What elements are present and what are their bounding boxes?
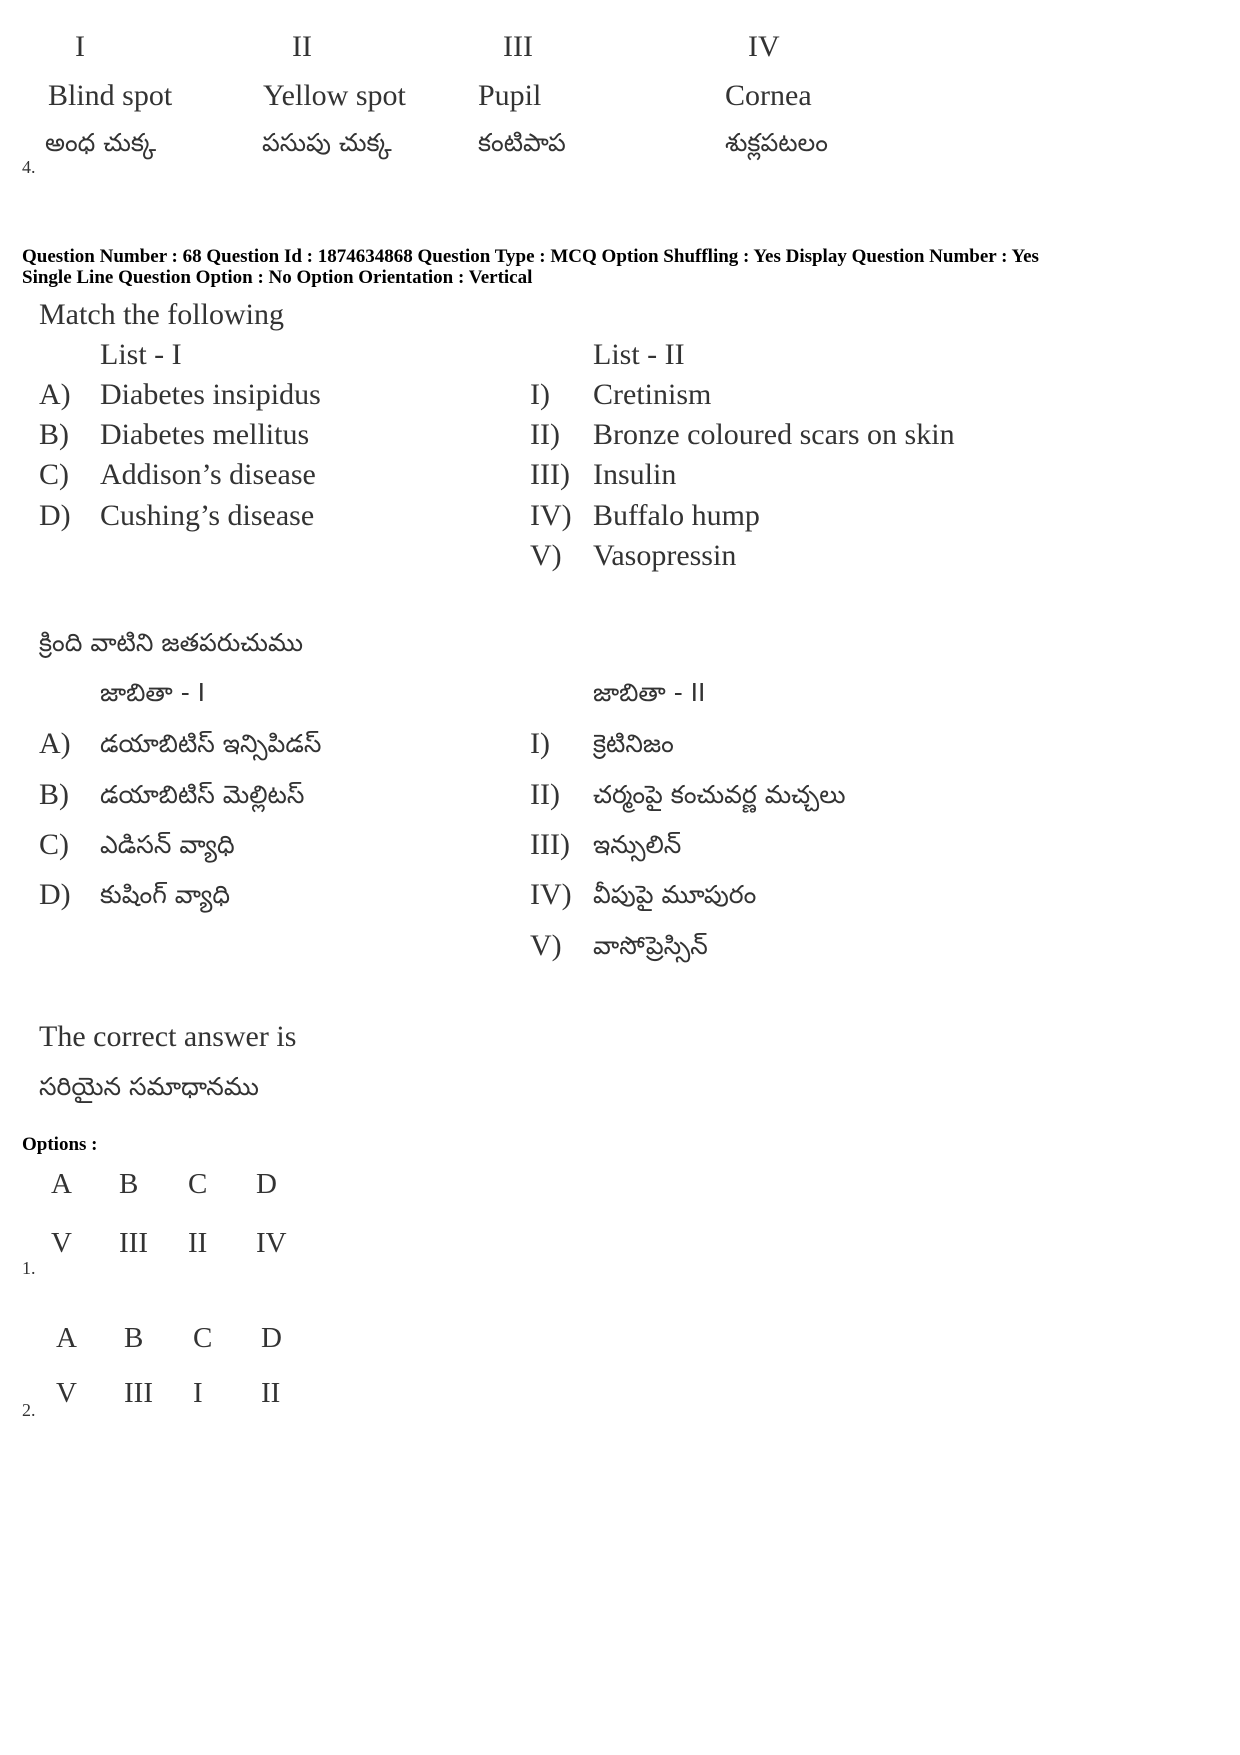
list2-item: వాసోప్రెస్సిన్ <box>593 931 708 960</box>
list1-key: B) <box>39 778 69 811</box>
option-value: III <box>124 1377 153 1409</box>
telugu-term-2: పసుపు చుక్క <box>262 128 392 157</box>
list2-item: చర్మంపై కంచువర్ణ మచ్చలు <box>593 780 846 809</box>
option-header: A <box>51 1168 72 1200</box>
list1-title-english: List - I <box>100 338 182 371</box>
list1-key: A) <box>39 378 71 411</box>
instruction-telugu: క్రింది వాటిని జతపరుచుము <box>39 628 304 657</box>
telugu-term-4: శుక్లపటలం <box>725 128 828 157</box>
telugu-term-1: అంధ చుక్క <box>45 128 157 157</box>
list2-title-english: List - II <box>593 338 685 371</box>
list2-key: III) <box>530 458 570 491</box>
option-header: B <box>124 1322 144 1354</box>
question-meta <box>22 246 1039 288</box>
question-meta-line-1: Question Number : 68 Question Id : 1874634868 Question Type : MCQ Option Shuffling : Yes Display Question Number : Yes <box>22 246 1039 267</box>
list1-item: డయాబిటిస్ ఇన్సిపిడస్ <box>100 729 322 758</box>
english-term-2: Yellow spot <box>263 79 406 112</box>
option-value: V <box>56 1377 77 1409</box>
option-header: A <box>56 1322 77 1354</box>
list2-key: V) <box>530 539 562 572</box>
option-value: II <box>188 1227 208 1259</box>
column-header-ii: II <box>292 30 312 63</box>
list1-key: C) <box>39 458 69 491</box>
option-value: V <box>51 1227 72 1259</box>
option-value: II <box>261 1377 281 1409</box>
option-number: 2. <box>22 1400 36 1420</box>
list2-key: V) <box>530 929 562 962</box>
list2-item: Buffalo hump <box>593 499 760 532</box>
list1-item: Addison’s disease <box>100 458 316 491</box>
option-value: I <box>193 1377 203 1409</box>
list2-item: Bronze coloured scars on skin <box>593 418 955 451</box>
answer-prompt-telugu: సరియైన సమాధానము <box>39 1072 259 1101</box>
list1-title-telugu: జాబితా - I <box>100 678 206 707</box>
option-value: IV <box>256 1227 287 1259</box>
list1-item: Diabetes insipidus <box>100 378 321 411</box>
answer-prompt-english: The correct answer is <box>39 1020 297 1053</box>
list2-key: II) <box>530 778 560 811</box>
telugu-term-3: కంటిపాప <box>478 128 566 157</box>
option-number: 4. <box>22 157 36 177</box>
question-meta-line-2: Single Line Question Option : No Option Orientation : Vertical <box>22 267 533 288</box>
option-header: D <box>256 1168 277 1200</box>
list1-key: D) <box>39 499 71 532</box>
list2-item: వీపుపై మూపురం <box>593 880 757 909</box>
list2-key: II) <box>530 418 560 451</box>
column-header-i: I <box>75 30 85 63</box>
options-label: Options : <box>22 1134 98 1155</box>
list1-key: D) <box>39 878 71 911</box>
list2-key: IV) <box>530 878 572 911</box>
list1-item: కుషింగ్ వ్యాధి <box>100 880 231 909</box>
list2-key: I) <box>530 727 550 760</box>
english-term-3: Pupil <box>478 79 542 112</box>
list1-item: Cushing’s disease <box>100 499 315 532</box>
column-header-iii: III <box>503 30 533 63</box>
list2-key: I) <box>530 378 550 411</box>
option-header: B <box>119 1168 139 1200</box>
list2-key: IV) <box>530 499 572 532</box>
option-number: 1. <box>22 1258 36 1278</box>
list1-key: C) <box>39 828 69 861</box>
list2-item: Cretinism <box>593 378 712 411</box>
list1-item: ఎడిసన్ వ్యాధి <box>100 830 235 859</box>
list2-key: III) <box>530 828 570 861</box>
list2-item: Vasopressin <box>593 539 737 572</box>
list2-item: క్రెటినిజం <box>593 729 674 758</box>
english-term-4: Cornea <box>725 79 812 112</box>
list1-item: డయాబిటిస్ మెల్లిటస్ <box>100 780 305 809</box>
list2-item: ఇన్సులిన్ <box>593 830 682 859</box>
list1-key: B) <box>39 418 69 451</box>
option-header: D <box>261 1322 282 1354</box>
list2-item: Insulin <box>593 458 677 491</box>
column-header-iv: IV <box>748 30 780 63</box>
option-header: C <box>188 1168 208 1200</box>
instruction-english: Match the following <box>39 298 284 331</box>
list2-title-telugu: జాబితా - II <box>593 678 706 707</box>
option-header: C <box>193 1322 213 1354</box>
option-value: III <box>119 1227 148 1259</box>
list1-item: Diabetes mellitus <box>100 418 310 451</box>
english-term-1: Blind spot <box>48 79 173 112</box>
list1-key: A) <box>39 727 71 760</box>
